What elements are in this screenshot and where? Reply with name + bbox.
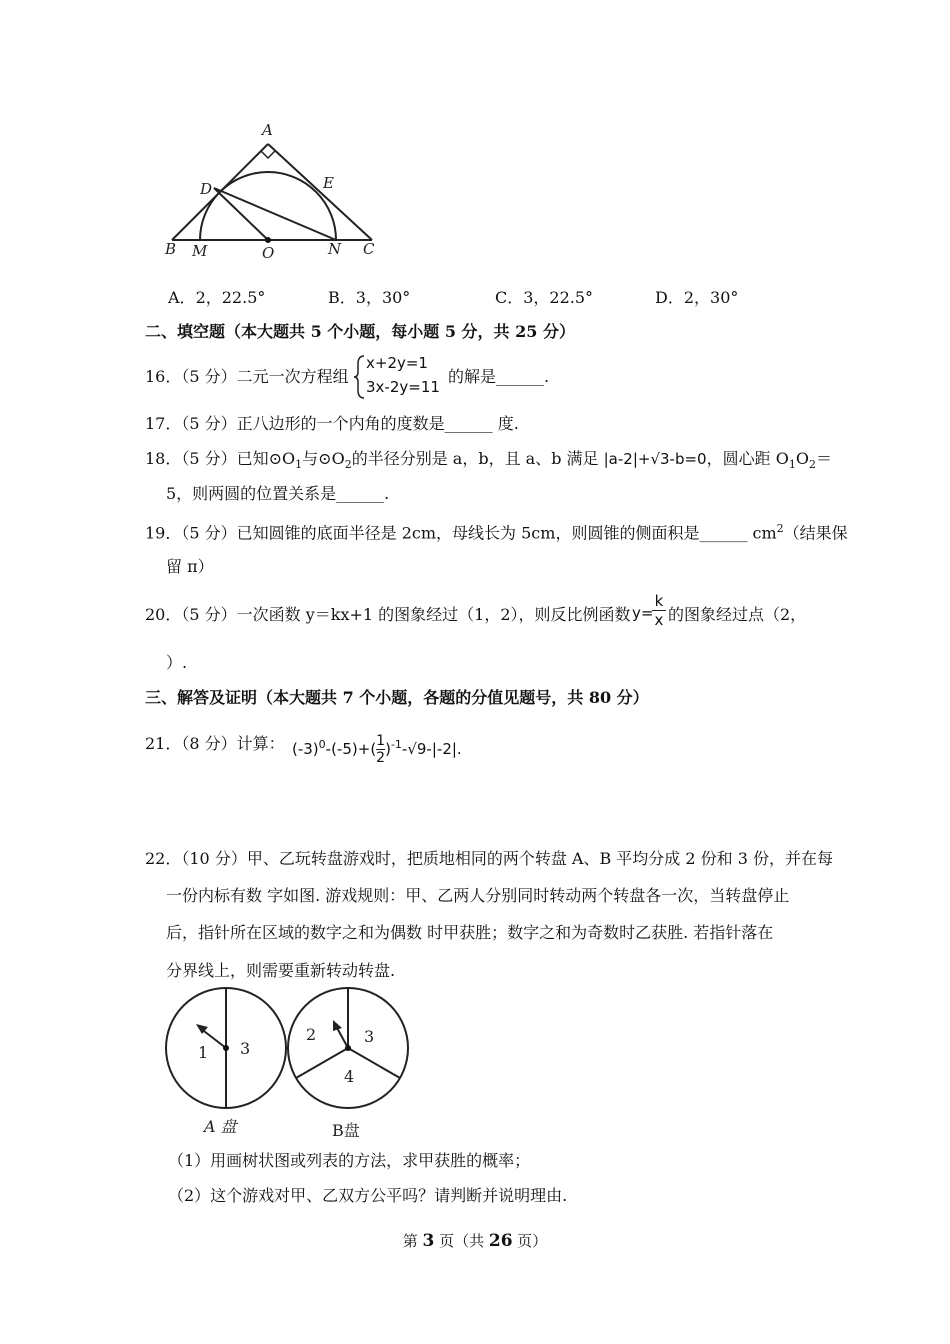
q18-expression: |a-2|+√3-b=0	[603, 450, 707, 468]
q16: 16．（5 分）二元一次方程组	[145, 367, 349, 386]
q21: 21．（8 分）计算：	[145, 734, 285, 753]
option-b[interactable]: B．3，30°	[328, 288, 411, 307]
label-B: B	[165, 240, 177, 258]
geometry-figure	[160, 118, 390, 268]
section-2-heading: 二、填空题（本大题共 5 个小题，每小题 5 分，共 25 分）	[145, 322, 575, 341]
q16-eq2: 3x-2y=11	[366, 378, 440, 396]
q22-line3: 后，指针所在区域的数字之和为偶数 时甲获胜；数字之和为奇数时乙获胜. 若指针落在	[166, 923, 774, 942]
label-A: A	[262, 121, 273, 139]
q20-tail: 的图象经过点（2，	[668, 605, 807, 624]
q18-line2: 5，则两圆的位置关系是______.	[166, 484, 390, 503]
pointer-arrow-icon	[333, 1020, 342, 1031]
q18: 18．（5 分）已知$⊙O_1$与$⊙O_2$的半径分别是 a，b，且 a、b 满足 |a-2|+√3-b=0，圆心距 $O_1O_2=$	[145, 449, 832, 472]
spinner-b-num-4: 4	[344, 1067, 355, 1086]
q16-eq1: x+2y=1	[366, 354, 428, 372]
q19: 19．（5 分）已知圆锥的底面半径是 2cm，母线长为 5cm，则圆锥的侧面积是______ $cm^2$（结果保	[145, 522, 848, 543]
q22-sub1: （1）用画树状图或列表的方法，求甲获胜的概率；	[168, 1151, 531, 1170]
q22-line1: 22．（10 分）甲、乙玩转盘游戏时，把质地相同的两个转盘 A、B 平均分成 2 份和 3 份，并在每	[145, 849, 834, 868]
q22-sub2: （2）这个游戏对甲、乙双方公平吗？请判断并说明理由.	[168, 1186, 568, 1205]
label-N: N	[328, 240, 342, 258]
q20-yeq: y=	[632, 604, 654, 622]
page-number: 3	[422, 1231, 435, 1251]
q20: 20．（5 分）一次函数 y＝kx+1 的图象经过（1，2），则反比例函数	[145, 605, 631, 624]
q17: 17．（5 分）正八边形的一个内角的度数是______ 度.	[145, 414, 519, 433]
spinner-a-num-3: 3	[240, 1039, 251, 1058]
q22-line4: 分界线上，则需要重新转动转盘.	[166, 961, 396, 980]
label-C: C	[363, 240, 375, 258]
spinner-a	[160, 986, 300, 1146]
q20-fraction: $\frac{k}{x}$	[652, 592, 666, 629]
page-total: 26	[488, 1231, 513, 1251]
option-c[interactable]: C．3，22.5°	[495, 288, 594, 307]
label-E: E	[323, 174, 334, 192]
spinner-b-num-3: 3	[364, 1027, 375, 1046]
option-a[interactable]: A．2，22.5°	[168, 288, 266, 307]
section-3-heading: 三、解答及证明（本大题共 7 个小题，各题的分值见题号，共 80 分）	[145, 688, 649, 707]
label-O: O	[262, 244, 275, 262]
option-d[interactable]: D．2，30°	[655, 288, 739, 307]
brace-icon	[352, 354, 366, 400]
label-M: M	[192, 242, 208, 260]
q19-line2: 留 π）	[166, 557, 214, 576]
q22-line2: 一份内标有数 字如图. 游戏规则：甲、乙两人分别同时转动两个转盘各一次，当转盘停止	[166, 886, 790, 905]
q20-line2: ）.	[166, 653, 188, 672]
spinner-a-num-1: 1	[198, 1043, 209, 1062]
spinner-b	[284, 986, 424, 1146]
label-D: D	[200, 180, 213, 198]
q16-tail: 的解是______.	[448, 367, 550, 386]
page-footer: 第 3 页（共 26 页）	[402, 1231, 548, 1251]
q16-equation-system	[352, 354, 452, 400]
q21-expression: $(-3)^0-(-5)+$( $\frac{1}{2}$ )$^{-1}$-√9-|-2|.	[292, 733, 462, 766]
spinner-b-label: B盘	[332, 1121, 360, 1140]
spinner-a-label: A 盘	[204, 1117, 237, 1136]
q15-options	[168, 285, 788, 307]
spinner-b-num-2: 2	[306, 1025, 317, 1044]
